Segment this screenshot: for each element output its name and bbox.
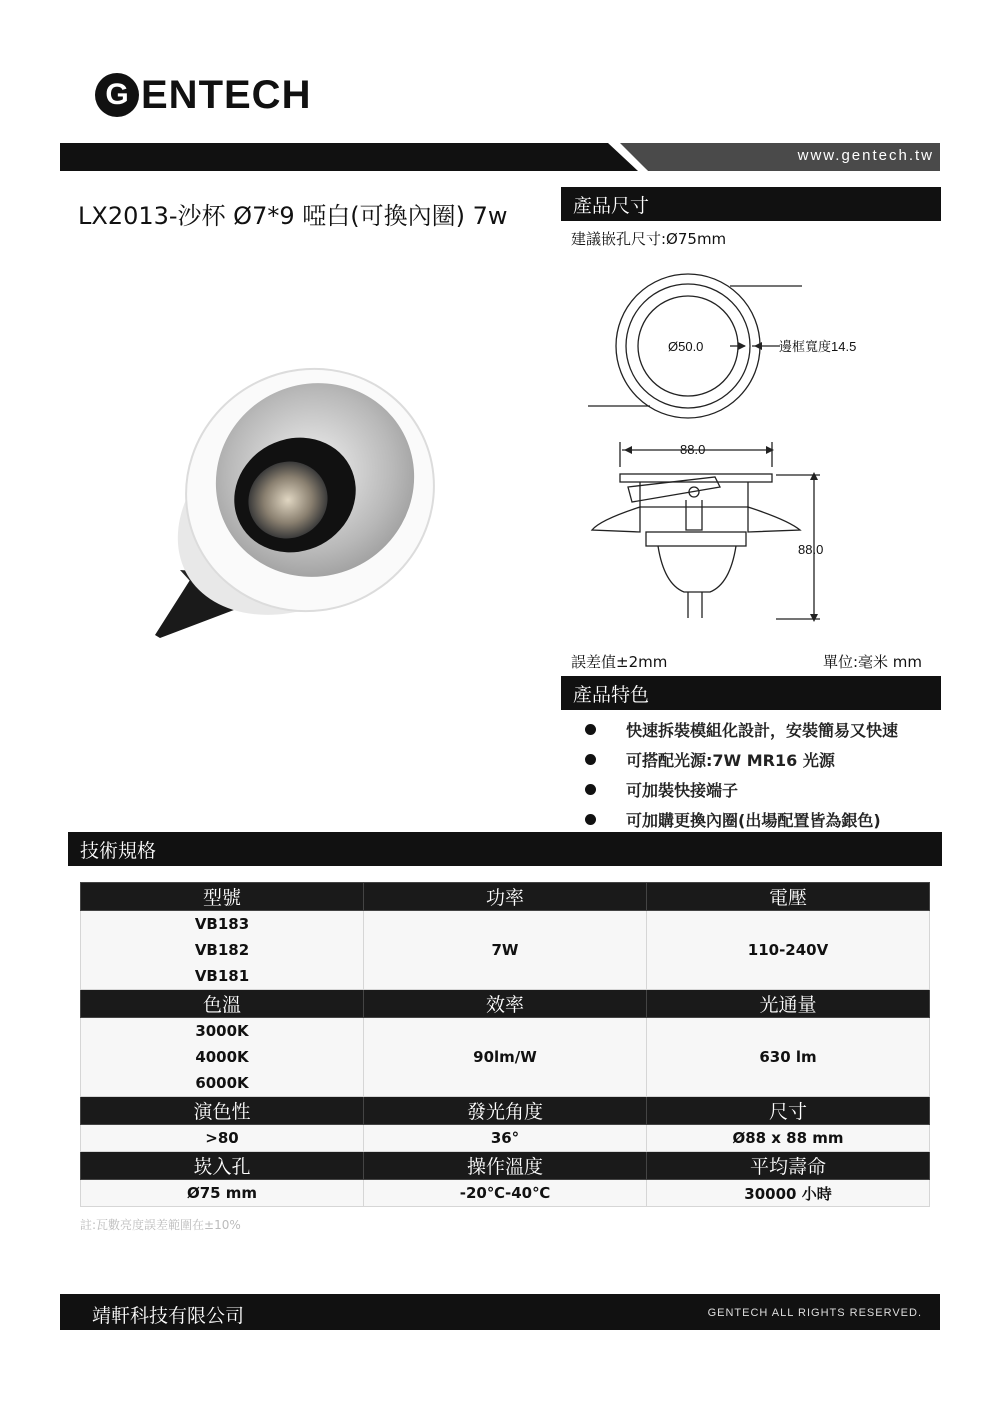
tolerance-text: 誤差值±2mm: [571, 653, 668, 671]
dimension-drawing: [580, 262, 900, 632]
feature-item: [585, 714, 945, 744]
logo-letter: G: [95, 73, 139, 117]
dim-width-label: 88.0: [680, 442, 706, 457]
spec-value: VB183: [194, 915, 250, 933]
brand-logo: [95, 72, 311, 118]
spec-value: VB181: [194, 967, 250, 985]
dim-inner-label: Ø50.0: [668, 339, 704, 354]
spec-note: 註:瓦數亮度誤差範圍在±10%: [80, 1218, 241, 1232]
feature-text: 可搭配光源:7W MR16 光源: [626, 750, 835, 770]
spec-value-row: [81, 911, 930, 990]
hole-size-text: 建議嵌孔尺寸:Ø75mm: [571, 230, 727, 248]
spec-value: VB182: [194, 941, 250, 959]
unit-text: 單位:毫米 mm: [822, 653, 922, 671]
feature-text: 快速拆裝模組化設計，安裝簡易又快速: [626, 720, 899, 740]
spec-header-row: [81, 990, 930, 1018]
section-heading-features-label: 產品特色: [573, 683, 650, 706]
spec-header-cell: 平均壽命: [647, 1152, 930, 1180]
spec-value-cell: 7W: [364, 911, 647, 990]
spec-header-cell: 效率: [364, 990, 647, 1018]
spec-value: 6000K: [195, 1074, 249, 1092]
spec-header-cell: 功率: [364, 883, 647, 911]
spec-header-cell: 演色性: [81, 1097, 364, 1125]
spec-header-cell: 尺寸: [647, 1097, 930, 1125]
section-heading-spec: [68, 832, 942, 866]
spec-header-cell: 型號: [81, 883, 364, 911]
spec-header-cell: 崁入孔: [81, 1152, 364, 1180]
product-photo: [150, 330, 450, 650]
spec-value-cell: Ø88 x 88 mm: [647, 1125, 930, 1152]
spec-header-cell: 光通量: [647, 990, 930, 1018]
spec-value-row: [81, 1180, 930, 1207]
spec-header-cell: 色溫: [81, 990, 364, 1018]
spec-table: [80, 882, 930, 1207]
logo-text: ENTECH: [141, 72, 312, 117]
spec-value-row: [81, 1018, 930, 1097]
spec-value: 3000K: [195, 1022, 249, 1040]
website-url[interactable]: www.gentech.tw: [797, 147, 934, 164]
spec-value-cell: [81, 1018, 364, 1097]
feature-list: [585, 714, 945, 834]
bullet-icon: [585, 814, 596, 825]
dim-frame-label: 邊框寬度14.5: [779, 339, 857, 354]
spec-value-cell: Ø75 mm: [81, 1180, 364, 1207]
feature-item: [585, 774, 945, 804]
feature-item: [585, 804, 945, 834]
bullet-icon: [585, 754, 596, 765]
bullet-icon: [585, 784, 596, 795]
spec-header-row: [81, 883, 930, 911]
spec-header-cell: 電壓: [647, 883, 930, 911]
spec-value-cell: 90lm/W: [364, 1018, 647, 1097]
product-title: LX2013-沙杯 Ø7*9 啞白(可換內圈) 7w: [78, 202, 508, 230]
spec-value: 4000K: [195, 1048, 249, 1066]
section-heading-features: [561, 676, 941, 710]
spec-header-cell: 操作溫度: [364, 1152, 647, 1180]
company-name: 靖軒科技有限公司: [92, 1305, 245, 1327]
bullet-icon: [585, 724, 596, 735]
rights-text: GENTECH ALL RIGHTS RESERVED.: [707, 1307, 922, 1319]
spec-value-cell: -20℃-40℃: [364, 1180, 647, 1207]
feature-text: 可加購更換內圈(出場配置皆為銀色): [626, 810, 881, 830]
spec-header-row: [81, 1097, 930, 1125]
section-heading-size: [561, 187, 941, 221]
dim-height-label: 88.0: [798, 542, 824, 557]
spec-value-cell: 630 lm: [647, 1018, 930, 1097]
spec-value-cell: 36°: [364, 1125, 647, 1152]
spec-header-cell: 發光角度: [364, 1097, 647, 1125]
spec-value-cell: >80: [81, 1125, 364, 1152]
spec-value-cell: [81, 911, 364, 990]
spec-value-row: [81, 1125, 930, 1152]
section-heading-size-label: 產品尺寸: [573, 194, 650, 217]
feature-item: [585, 744, 945, 774]
spec-header-row: [81, 1152, 930, 1180]
spec-value-cell: 30000 小時: [647, 1180, 930, 1207]
section-heading-spec-label: 技術規格: [80, 839, 157, 862]
spec-value-cell: 110-240V: [647, 911, 930, 990]
feature-text: 可加裝快接端子: [626, 780, 739, 800]
